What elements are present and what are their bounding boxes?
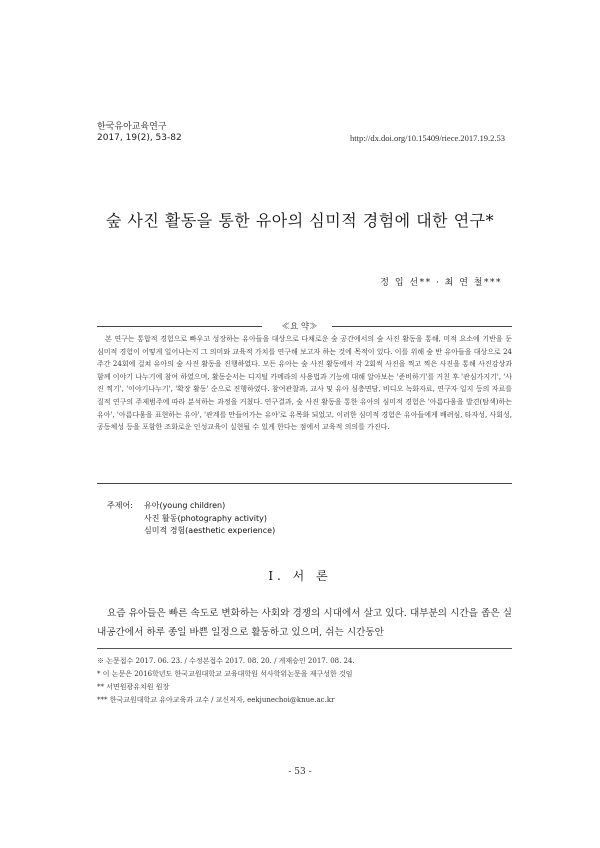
abstract-rule-right [332,326,512,327]
footnote-item: ** 서면원광유치원 원장 [97,683,170,691]
footnote-item: * 이 논문은 2016학년도 한국교원대학교 교육대학원 석사학위논문을 재구성한 것임 [97,670,353,678]
abstract-rule-left [97,326,262,327]
keyword-item: 사진 활동(photography activity) [144,513,267,523]
footnotes [97,655,355,707]
abstract-heading-label: ≪요 약≫ [281,322,318,332]
footnote-rule [97,648,512,649]
volume-info: 2017, 19(2), 53-82 [97,133,182,143]
abstract-text: 본 연구는 통합적 경험으로 빠우고 성장하는 유아들을 대상으로 다채로운 숲 공간에서의 숲 사진 활동을 통해, 미적 요소에 기반을 둔 심미적 경험이 어떻게 일어나는지 그 의미와 교육적 가치를 연구해 보고자 하는 것에 목적이 있다. 이를 위해 숲 반 유아들을 대상으로 24주간 24회에 걸쳐 유아의 숲 사진 활동을 진행하였다. 모든 유아는 숲 사진 활동에서 각 2회씩 사진을 찍고 찍은 사진을 통해 사진감상과 함께 이야기 나누기에 참여 하였으며, 활동순서는 디지털 카메라의 사용법과 기능에 대해 알아보는 '준비하기'를 거친 후 '관심가지기', '사진 찍기', '이야기나누기', '확장 활동' 순으로 진행하였다. 참여관찰과, 교사 및 유아 심층면담, 비디오 녹화자료, 연구자 일지 등의 자료를 질적 연구의 주제범주에 따라 분석하는 과정을 거쳤다. 연구결과, 숲 사진 활동을 통한 유아의 심미적 경험은 '아름다움을 발견(탐색)하는 유아', '아름다움을 표현하는 유아', '관계를 만들어가는 유아'로 유목화 되었고, 이러한 심미적 경험은 유아들에게 배려심, 타자성, 사회성, 공동체성 등을 포함한 조화로운 인성교육이 실현될 수 있게 한다는 점에서 교육적 의의를 가진다. [97,335,512,432]
journal-name: 한국유아교육연구 [97,122,167,132]
body-paragraph: 요즘 유아들은 빠른 속도로 변화하는 사회와 경쟁의 시대에서 살고 있다. 대부분의 시간을 좁은 실내공간에서 하루 종일 바쁜 일정으로 활동하고 있으며, 쉬는 시간동안 [97,608,512,638]
footnote-item: ※ 논문접수 2017. 06. 23. / 수정본접수 2017. 08. 20. / 게재승인 2017. 08. 24. [97,657,355,665]
keywords-label: 주제어: [107,501,133,510]
journal-header [97,122,182,144]
keyword-item: 유아(young children) [144,501,226,510]
footnote-item: *** 한국교원대학교 유아교육과 교수 / 교신저자, eekjunechoi@knue.ac.kr [97,696,335,704]
doi-link[interactable]: http://dx.doi.org/10.15409/riece.2017.19.2.53 [350,133,505,143]
section-heading: Ⅰ. 서 론 [268,569,332,583]
keywords [107,500,275,538]
page-number: - 53 - [288,767,312,777]
authors: 정 입 선** · 최 연 철*** [380,278,502,288]
abstract-heading [97,320,512,332]
paper-title: 숲 사진 활동을 통한 유아의 심미적 경험에 대한 연구* [105,211,495,230]
keyword-item: 심미적 경험(aesthetic experience) [144,526,276,535]
abstract-bottom-rule [97,483,512,484]
